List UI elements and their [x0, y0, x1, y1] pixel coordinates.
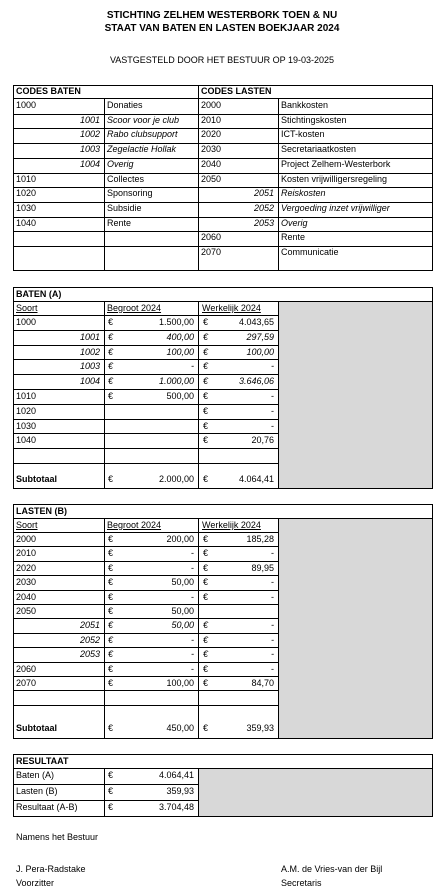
begroot-value: - — [191, 649, 194, 660]
lasten-code: 2010 — [201, 114, 222, 125]
lasten-subcode: 2053 — [253, 217, 274, 228]
begroot-value: 400,00 — [166, 331, 194, 342]
codes-header-divider — [13, 98, 433, 99]
row-code: 1002 — [79, 346, 100, 357]
begroot-value: - — [191, 663, 194, 674]
baten-description: Subsidie — [107, 202, 142, 213]
werkelijk-value: 89,95 — [251, 562, 274, 573]
row-divider — [13, 463, 279, 464]
document-title: STICHTING ZELHEM WESTERBORK TOEN & NU — [106, 10, 338, 21]
werkelijk-currency: € — [203, 534, 209, 544]
row-divider — [13, 448, 279, 449]
werkelijk-value: - — [271, 649, 274, 660]
row-code: 1040 — [16, 435, 37, 446]
lasten-description: Kosten vrijwilligersregeling — [281, 173, 388, 184]
begroot-currency: € — [108, 346, 114, 357]
resultaat-title: RESULTAAT — [16, 756, 69, 766]
begroot-currency: € — [108, 606, 114, 616]
lasten-code: 2060 — [201, 232, 222, 243]
baten-code: 1020 — [16, 188, 37, 199]
werkelijk-value: - — [271, 634, 274, 645]
werkelijk-currency: € — [203, 562, 209, 573]
werkelijk-currency: € — [203, 420, 209, 431]
lasten-description: Stichtingskosten — [281, 114, 347, 125]
row-code: 2000 — [16, 534, 37, 544]
subtotal-begroot-currency: € — [108, 474, 114, 484]
werkelijk-value: - — [271, 361, 274, 372]
begroot-currency: € — [108, 577, 114, 588]
subtotal-werkelijk-value: 4.064,41 — [238, 474, 274, 484]
lasten-description: Rente — [281, 232, 306, 243]
begroot-currency: € — [108, 591, 114, 602]
lasten-description: ICT-kosten — [281, 129, 325, 140]
row-code: 2070 — [16, 678, 37, 688]
begroot-currency: € — [108, 391, 114, 401]
baten-code: 1040 — [16, 217, 37, 228]
baten-code: 1000 — [16, 100, 37, 110]
werkelijk-value: 297,59 — [246, 331, 274, 342]
document-subtitle: STAAT VAN BATEN EN LASTEN BOEKJAAR 2024 — [104, 23, 340, 34]
werkelijk-currency: € — [203, 634, 209, 645]
begroot-currency: € — [108, 548, 114, 559]
werkelijk-currency: € — [203, 331, 209, 342]
resultaat-currency: € — [108, 802, 114, 812]
begroot-currency: € — [108, 317, 114, 327]
row-code: 2030 — [16, 577, 37, 588]
baten-col-soort: Soort — [16, 303, 38, 313]
baten-col-begroot: Begroot 2024 — [107, 303, 162, 313]
begroot-currency: € — [108, 663, 114, 674]
subtotal-label: Subtotaal — [16, 723, 58, 733]
row-divider — [13, 705, 279, 706]
row-code: 1020 — [16, 405, 37, 416]
lasten-description: Bankkosten — [281, 100, 329, 110]
lasten-col-soort: Soort — [16, 520, 38, 530]
begroot-value: 100,00 — [166, 678, 194, 688]
baten-description: Rente — [107, 217, 132, 228]
signatory-1-role: Voorzitter — [16, 878, 55, 888]
baten-title: BATEN (A) — [16, 289, 62, 299]
baten-description: Zegelactie Hollak — [107, 144, 177, 155]
row-code: 2051 — [79, 620, 100, 631]
row-code: 2040 — [16, 591, 37, 602]
col-divider — [198, 768, 199, 817]
resultaat-title-divider — [13, 768, 433, 769]
baten-description: Scoor voor je club — [107, 114, 180, 125]
signatory-2-name: A.M. de Vries-van der Bijl — [281, 864, 383, 874]
baten-code: 1010 — [16, 173, 37, 184]
row-code: 2050 — [16, 606, 37, 616]
begroot-value: 1.500,00 — [158, 317, 194, 327]
resultaat-value: 4.064,41 — [158, 770, 194, 780]
begroot-value: - — [191, 634, 194, 645]
lasten-description: Communicatie — [281, 247, 339, 257]
lasten-code: 2030 — [201, 144, 222, 155]
codes-row-divider — [13, 231, 433, 232]
werkelijk-value: 100,00 — [246, 346, 274, 357]
lasten-description: Vergoeding inzet vrijwilliger — [281, 202, 390, 213]
row-code: 1030 — [16, 420, 37, 431]
lasten-subcode: 2052 — [253, 202, 274, 213]
baten-shaded-area — [279, 301, 432, 488]
lasten-title: LASTEN (B) — [16, 506, 67, 516]
begroot-value: 100,00 — [166, 346, 194, 357]
werkelijk-value: - — [271, 391, 274, 401]
codes-row-divider — [13, 246, 433, 247]
baten-description: Overig — [107, 158, 134, 169]
begroot-currency: € — [108, 331, 114, 342]
lasten-code: 2000 — [201, 100, 222, 110]
resultaat-currency: € — [108, 786, 114, 796]
begroot-value: 50,00 — [171, 620, 194, 631]
namens-het-bestuur: Namens het Bestuur — [16, 832, 99, 842]
baten-subcode: 1004 — [79, 158, 100, 169]
row-code: 1004 — [79, 376, 100, 387]
lasten-code: 2040 — [201, 158, 222, 169]
werkelijk-currency: € — [203, 577, 209, 588]
row-code: 2052 — [79, 634, 100, 645]
baten-col-werkelijk: Werkelijk 2024 — [202, 303, 261, 313]
werkelijk-value: - — [271, 548, 274, 559]
resultaat-value: 3.704,48 — [158, 802, 194, 812]
begroot-currency: € — [108, 678, 114, 688]
subtotal-werkelijk-value: 359,93 — [246, 723, 274, 733]
werkelijk-currency: € — [203, 548, 209, 559]
row-code: 2060 — [16, 663, 37, 674]
begroot-value: 500,00 — [166, 391, 194, 401]
werkelijk-currency: € — [203, 317, 209, 327]
werkelijk-currency: € — [203, 591, 209, 602]
werkelijk-value: - — [271, 420, 274, 431]
begroot-value: 1.000,00 — [158, 376, 194, 387]
subtotal-werkelijk-currency: € — [203, 474, 209, 484]
lasten-code: 2020 — [201, 129, 222, 140]
werkelijk-currency: € — [203, 391, 209, 401]
werkelijk-value: - — [271, 577, 274, 588]
approval-line: VASTGESTELD DOOR HET BESTUUR OP 19-03-2025 — [109, 55, 335, 65]
signatory-2-role: Secretaris — [281, 878, 322, 888]
row-divider — [13, 690, 279, 691]
lasten-code: 2070 — [201, 247, 222, 257]
werkelijk-value: 84,70 — [251, 678, 274, 688]
baten-description: Donaties — [107, 100, 143, 110]
werkelijk-currency: € — [203, 361, 209, 372]
resultaat-label: Lasten (B) — [16, 786, 58, 796]
subtotal-werkelijk-currency: € — [203, 723, 209, 733]
row-code: 2053 — [79, 649, 100, 660]
werkelijk-currency: € — [203, 405, 209, 416]
werkelijk-value: - — [271, 405, 274, 416]
begroot-currency: € — [108, 534, 114, 544]
row-code: 1003 — [79, 361, 100, 372]
werkelijk-value: - — [271, 663, 274, 674]
lasten-description: Project Zelhem-Westerbork — [281, 158, 391, 169]
werkelijk-currency: € — [203, 376, 209, 387]
codes-baten-header: CODES BATEN — [16, 86, 81, 96]
lasten-description: Overig — [281, 217, 308, 228]
begroot-currency: € — [108, 649, 114, 660]
begroot-value: 50,00 — [171, 577, 194, 588]
begroot-value: - — [191, 361, 194, 372]
baten-description: Sponsoring — [107, 188, 153, 199]
lasten-code: 2050 — [201, 173, 222, 184]
begroot-currency: € — [108, 376, 114, 387]
lasten-description: Reiskosten — [281, 188, 326, 199]
lasten-col-begroot: Begroot 2024 — [107, 520, 162, 530]
werkelijk-value: 20,76 — [251, 435, 274, 446]
subtotal-label: Subtotaal — [16, 474, 58, 484]
resultaat-value: 359,93 — [166, 786, 194, 796]
werkelijk-value: 3.646,06 — [238, 376, 274, 387]
werkelijk-value: 4.043,65 — [238, 317, 274, 327]
baten-code: 1030 — [16, 202, 37, 213]
subtotal-begroot-currency: € — [108, 723, 114, 733]
baten-subcode: 1001 — [79, 114, 100, 125]
row-code: 1000 — [16, 317, 37, 327]
baten-subcode: 1002 — [79, 129, 100, 140]
begroot-value: - — [191, 548, 194, 559]
col-divider — [104, 518, 105, 739]
subtotal-begroot-value: 450,00 — [166, 723, 194, 733]
werkelijk-currency: € — [203, 649, 209, 660]
begroot-value: 200,00 — [166, 534, 194, 544]
lasten-description: Secretariaatkosten — [281, 144, 357, 155]
werkelijk-currency: € — [203, 435, 209, 446]
begroot-currency: € — [108, 634, 114, 645]
werkelijk-value: 185,28 — [246, 534, 274, 544]
col-divider — [198, 518, 199, 739]
signatory-1-name: J. Pera-Radstake — [16, 864, 86, 874]
begroot-value: - — [191, 562, 194, 573]
row-code: 1010 — [16, 391, 37, 401]
begroot-currency: € — [108, 620, 114, 631]
baten-description: Collectes — [107, 173, 145, 184]
row-code: 1001 — [79, 331, 100, 342]
lasten-col-werkelijk: Werkelijk 2024 — [202, 520, 261, 530]
row-code: 2010 — [16, 548, 37, 559]
werkelijk-value: - — [271, 591, 274, 602]
resultaat-currency: € — [108, 770, 114, 780]
col-divider — [104, 768, 105, 817]
col-divider — [278, 518, 279, 739]
werkelijk-currency: € — [203, 678, 209, 688]
baten-description: Rabo clubsupport — [107, 129, 178, 140]
lasten-subcode: 2051 — [253, 188, 274, 199]
baten-subcode: 1003 — [79, 144, 100, 155]
werkelijk-value: - — [271, 620, 274, 631]
resultaat-shaded-area — [199, 768, 432, 816]
subtotal-begroot-value: 2.000,00 — [158, 474, 194, 484]
werkelijk-currency: € — [203, 620, 209, 631]
codes-lasten-header: CODES LASTEN — [201, 86, 272, 96]
lasten-shaded-area — [279, 518, 432, 738]
begroot-value: 50,00 — [171, 606, 194, 616]
begroot-currency: € — [108, 562, 114, 573]
begroot-value: - — [191, 591, 194, 602]
begroot-currency: € — [108, 361, 114, 372]
resultaat-label: Baten (A) — [16, 770, 55, 780]
resultaat-label: Resultaat (A-B) — [16, 802, 78, 812]
werkelijk-currency: € — [203, 346, 209, 357]
row-code: 2020 — [16, 562, 37, 573]
werkelijk-currency: € — [203, 663, 209, 674]
